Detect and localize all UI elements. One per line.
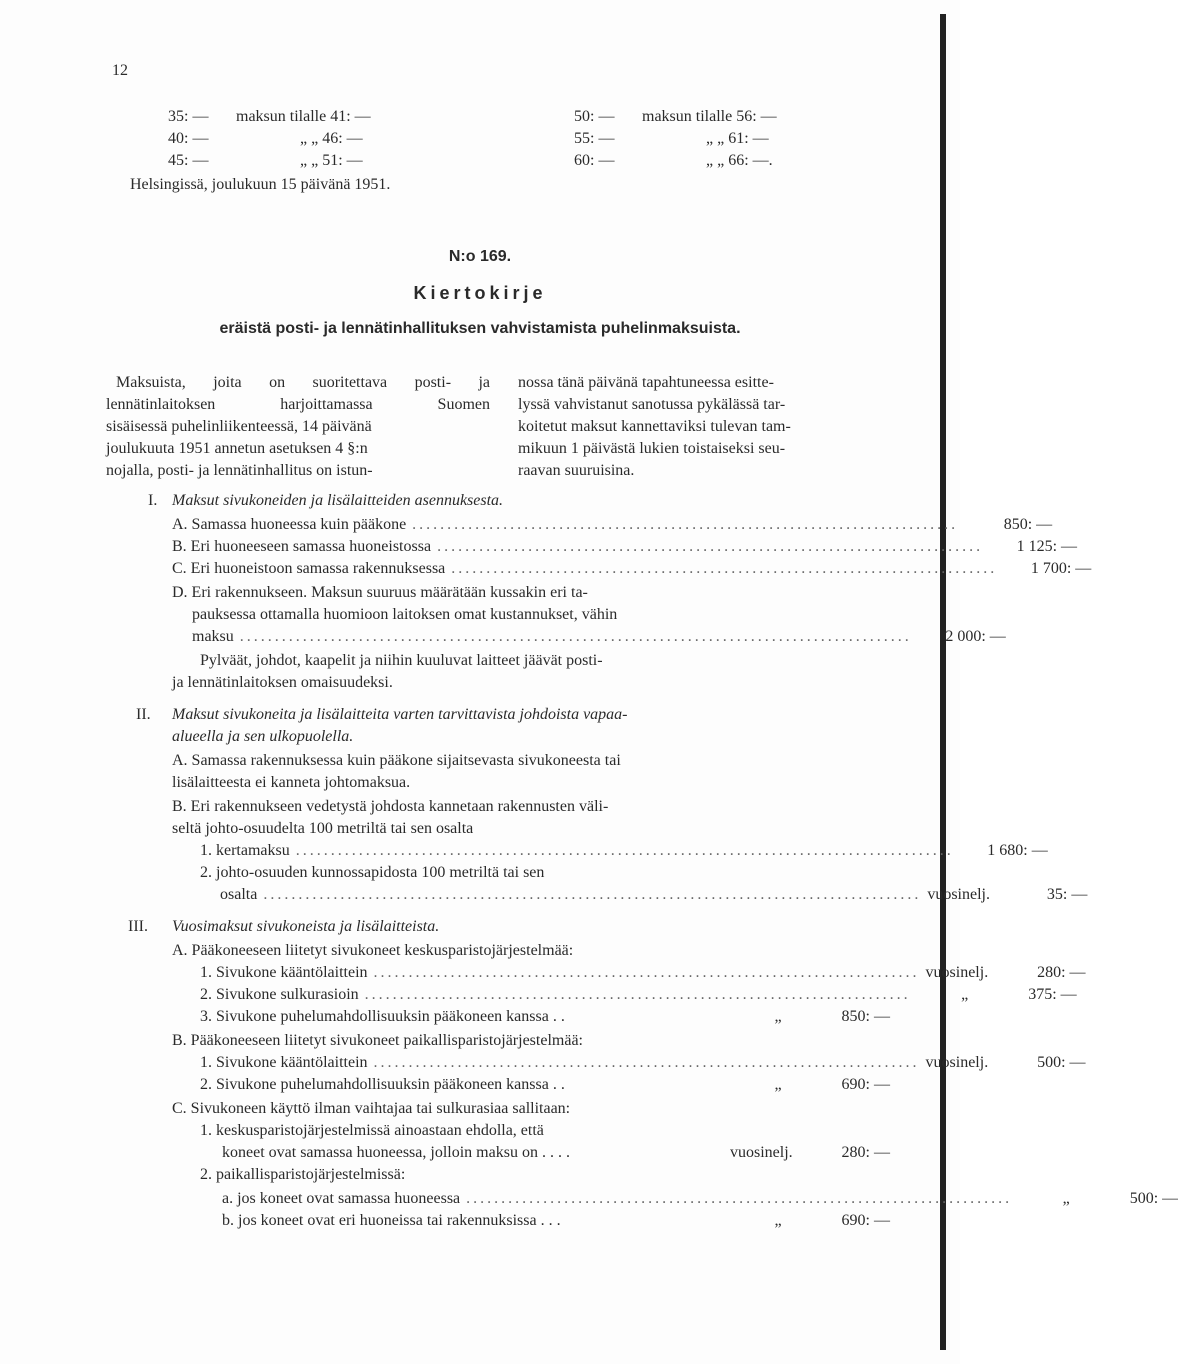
- leader-dots: ..............................................................................: [451, 560, 998, 577]
- intro-right-line: koitetut maksut kannettaviksi tulevan tam-: [518, 418, 791, 435]
- leader-dots: ..............................................................................: [437, 538, 984, 555]
- section-1-item-d-line: D. Eri rakennukseen. Maksun suuruus määrätään kussakin eri ta-: [172, 584, 588, 601]
- section-3-a-item-2: [200, 984, 1077, 1006]
- continuation-left-b-2: „ „ 46: —: [300, 130, 363, 147]
- continuation-left-a-1: 35: —: [168, 108, 209, 125]
- item-label: C. Eri huoneistoon samassa rakennuksessa: [172, 560, 446, 577]
- leader-dots: ..............................................................................: [412, 516, 959, 533]
- section-1-note-line: ja lennätinlaitoksen omaisuudeksi.: [172, 674, 393, 691]
- item-amount: 690: —: [841, 1212, 890, 1229]
- item-amount: 280: —: [1037, 964, 1086, 981]
- leader-dots: ..............................................................................: [373, 964, 920, 981]
- item-label: a. jos koneet ovat samassa huoneessa: [222, 1190, 461, 1207]
- section-2-item-a-line: A. Samassa rakennuksessa kuin pääkone sijaitsevasta sivukoneesta tai: [172, 752, 621, 769]
- item-unit: vuosinelj.: [925, 964, 989, 981]
- intro-left-line: lennätinlaitoksen harjoittamassa Suomen: [106, 396, 490, 413]
- continuation-left-a-3: 45: —: [168, 152, 209, 169]
- continuation-left-b-3: „ „ 51: —: [300, 152, 363, 169]
- item-amount: 2 000: —: [945, 628, 1006, 645]
- section-3-c2-item-a: [222, 1188, 1178, 1210]
- item-unit: „: [774, 1076, 782, 1093]
- section-1-item-a: [172, 514, 1053, 536]
- item-label: 2. Sivukone puhelumahdollisuuksin pääkoneen kanssa . .: [200, 1076, 565, 1093]
- continuation-right-b-2: „ „ 61: —: [706, 130, 769, 147]
- leader-dots: ..............................................................................: [466, 1190, 1013, 1207]
- intro-right-line: mikuun 1 päivästä lukien toistaiseksi seu-: [518, 440, 786, 457]
- signature-line: Helsingissä, joulukuun 15 päivänä 1951.: [130, 176, 391, 193]
- intro-left-line: Maksuista, joita on suoritettava posti- ja: [116, 374, 490, 391]
- item-unit: vuosinelj.: [927, 886, 990, 903]
- document-number: N:o 169.: [448, 248, 512, 265]
- item-unit: vuosinelj.: [730, 1144, 793, 1161]
- item-label: b. jos koneet ovat eri huoneissa tai rakennuksissa . . .: [222, 1212, 561, 1229]
- section-3-c1-line: 1. keskusparistojärjestelmissä ainoastaan ehdolla, että: [200, 1122, 544, 1139]
- section-3-number: III.: [128, 918, 148, 935]
- continuation-right-b-1: maksun tilalle 56: —: [642, 108, 777, 125]
- item-unit: vuosinelj.: [925, 1054, 989, 1071]
- section-2-item-b2-last: [220, 884, 1088, 906]
- section-3-title: Vuosimaksut sivukoneista ja lisälaitteista.: [172, 918, 440, 935]
- section-3-c2-line: 2. paikallisparistojärjestelmissä:: [200, 1166, 406, 1183]
- item-amount: 690: —: [841, 1076, 890, 1093]
- section-3-c1-last: [222, 1142, 890, 1164]
- item-label: 1. Sivukone kääntölaittein: [200, 964, 368, 981]
- item-label: A. Samassa huoneessa kuin pääkone: [172, 516, 407, 533]
- section-3-b-heading: B. Pääkoneeseen liitetyt sivukoneet paikallisparistojärjestelmää:: [172, 1032, 583, 1049]
- item-amount: 1 680: —: [987, 842, 1048, 859]
- item-label: koneet ovat samassa huoneessa, jolloin maksu on . . . .: [222, 1144, 570, 1161]
- intro-right-line: lyssä vahvistanut sanotussa pykälässä tar-: [518, 396, 786, 413]
- item-label: 1. Sivukone kääntölaittein: [200, 1054, 368, 1071]
- section-2-number: II.: [136, 706, 151, 723]
- intro-left-line: joulukuuta 1951 annetun asetuksen 4 §:n: [106, 440, 368, 457]
- item-unit: „: [774, 1008, 782, 1025]
- intro-right-line: raavan suuruisina.: [518, 462, 635, 479]
- item-amount: 500: —: [1129, 1190, 1178, 1207]
- item-unit: „: [1062, 1190, 1070, 1207]
- continuation-left-b-1: maksun tilalle 41: —: [236, 108, 371, 125]
- document-title: Kiertokirje: [413, 283, 547, 303]
- section-1-title: Maksut sivukoneiden ja lisälaitteiden asennuksesta.: [172, 492, 504, 509]
- section-3-c-heading: C. Sivukoneen käyttö ilman vaihtajaa tai sulkurasiaa sallitaan:: [172, 1100, 571, 1117]
- item-label: 2. Sivukone sulkurasioin: [200, 986, 359, 1003]
- item-amount: 1 700: —: [1030, 560, 1092, 577]
- item-label: osalta: [220, 886, 258, 903]
- intro-right-line: nossa tänä päivänä tapahtuneessa esitte-: [518, 374, 774, 391]
- item-amount: 35: —: [1046, 886, 1088, 903]
- section-2-item-a-line: lisälaitteesta ei kanneta johtomaksua.: [172, 774, 411, 791]
- page-number: 12: [112, 62, 128, 79]
- intro-left-line: nojalla, posti- ja lennätinhallitus on istun-: [106, 462, 373, 479]
- item-amount: 375: —: [1028, 986, 1077, 1003]
- document-subtitle: eräistä posti- ja lennätinhallituksen vahvistamista puhelinmaksuista.: [219, 320, 741, 337]
- leader-dots: ..............................................................................................: [263, 886, 922, 903]
- continuation-right-b-3: „ „ 66: —.: [706, 152, 773, 169]
- item-amount: 500: —: [1037, 1054, 1086, 1071]
- item-amount: 1 125: —: [1016, 538, 1078, 555]
- item-label: maksu: [192, 628, 234, 645]
- section-1-note-line: Pylväät, johdot, kaapelit ja niihin kuuluvat laitteet jäävät posti-: [200, 652, 603, 669]
- item-label: 3. Sivukone puhelumahdollisuuksin pääkoneen kanssa . .: [200, 1008, 565, 1025]
- page-edge-shadow: [940, 14, 946, 1350]
- section-1-item-c: [172, 558, 1092, 580]
- section-3-a-item-3: [200, 1006, 890, 1028]
- section-1-number: I.: [148, 492, 158, 509]
- item-amount: 850: —: [841, 1008, 890, 1025]
- section-3-c2-item-b: [222, 1210, 890, 1232]
- intro-left-line: sisäisessä puhelinliikenteessä, 14 päivänä: [106, 418, 372, 435]
- section-3-b-item-2: [200, 1074, 890, 1096]
- continuation-right-a-3: 60: —: [574, 152, 615, 169]
- item-amount: 280: —: [841, 1144, 890, 1161]
- section-2-item-b1: [200, 840, 1048, 862]
- leader-dots: ..............................................................................: [364, 986, 911, 1003]
- section-2-item-b-line: seltä johto-osuudelta 100 metriltä tai sen osalta: [172, 820, 474, 837]
- item-unit: „: [961, 986, 969, 1003]
- item-label: B. Eri huoneeseen samassa huoneistossa: [172, 538, 432, 555]
- continuation-right-a-1: 50: —: [574, 108, 615, 125]
- leader-dots: ..............................................................................: [373, 1054, 920, 1071]
- leader-dots: ................................................................................................: [239, 628, 912, 645]
- item-unit: „: [774, 1212, 782, 1229]
- section-1-item-d-last: [192, 626, 1006, 648]
- section-3-a-item-1: [200, 962, 1086, 984]
- section-3-b-item-1: [200, 1052, 1086, 1074]
- item-label: 1. kertamaksu: [200, 842, 290, 859]
- item-amount: 850: —: [1003, 516, 1053, 533]
- section-2-item-b2-line: 2. johto-osuuden kunnossapidosta 100 metriltä tai sen: [200, 864, 545, 881]
- section-2-title-line: alueella ja sen ulkopuolella.: [172, 728, 354, 745]
- leader-dots: ..............................................................................................: [295, 842, 954, 859]
- continuation-left-a-2: 40: —: [168, 130, 209, 147]
- section-1-item-d-line: pauksessa ottamalla huomioon laitoksen omat kustannukset, vähin: [192, 606, 618, 623]
- section-2-title-line: Maksut sivukoneita ja lisälaitteita varten tarvittavista johdoista vapaa-: [172, 706, 628, 723]
- continuation-right-a-2: 55: —: [574, 130, 615, 147]
- section-3-a-heading: A. Pääkoneeseen liitetyt sivukoneet keskusparistojärjestelmää:: [172, 942, 574, 959]
- section-2-item-b-line: B. Eri rakennukseen vedetystä johdosta kannetaan rakennusten väli-: [172, 798, 609, 815]
- section-1-item-b: [172, 536, 1078, 558]
